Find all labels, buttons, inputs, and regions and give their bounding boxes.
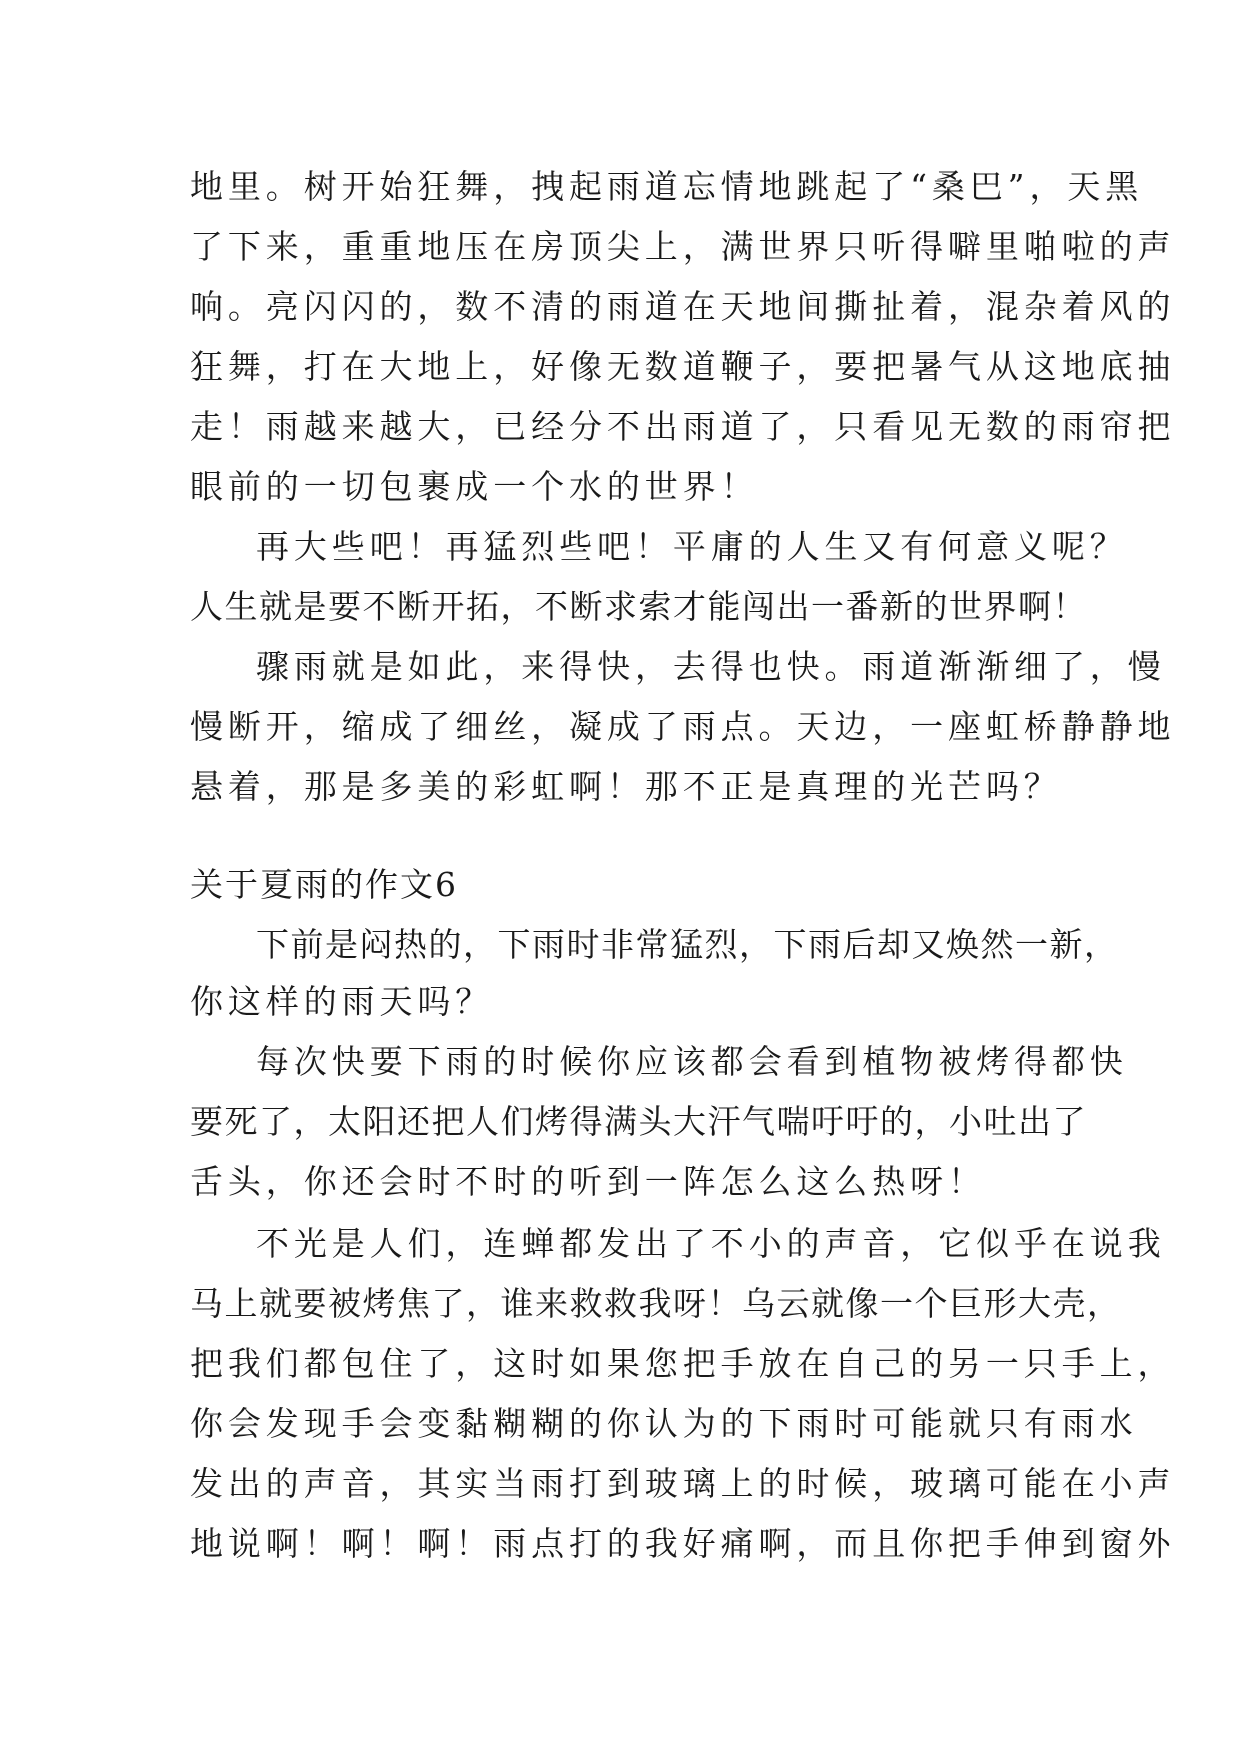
paragraph-1-line-1: 地里。树开始狂舞，拽起雨道忘情地跳起了“桑巴”，天黑 [190,167,1144,206]
paragraph-6-line-4: 你会发现手会变黏糊糊的你认为的下雨时可能就只有雨水 [190,1404,1138,1443]
section-heading: 关于夏雨的作文6 [190,865,458,904]
paragraph-6-line-2: 马上就要被烤焦了，谁来救救我呀！乌云就像一个巨形大壳， [190,1284,1122,1323]
paragraph-6-line-1: 不光是人们，连蝉都发出了不小的声音，它似乎在说我 [256,1224,1166,1263]
paragraph-1-line-6: 眼前的一切包裹成一个水的世界！ [190,467,759,506]
paragraph-3-line-2: 慢断开，缩成了细丝，凝成了雨点。天边，一座虹桥静静地 [190,707,1176,746]
paragraph-5-line-2: 要死了，太阳还把人们烤得满头大汗气喘吁吁的，小吐出了 [190,1102,1087,1141]
paragraph-5-line-3: 舌头，你还会时不时的听到一阵怎么这么热呀！ [190,1162,986,1201]
paragraph-6-line-6: 地说啊！啊！啊！雨点打的我好痛啊，而且你把手伸到窗外 [190,1524,1176,1563]
paragraph-1-line-5: 走！雨越来越大，已经分不出雨道了，只看见无数的雨帘把 [190,407,1176,446]
paragraph-2-line-2: 人生就是要不断开拓，不断求索才能闯出一番新的世界啊！ [190,587,1087,626]
paragraph-6-line-5: 发出的声音，其实当雨打到玻璃上的时候，玻璃可能在小声 [190,1464,1176,1503]
paragraph-3-line-1: 骤雨就是如此，来得快，去得也快。雨道渐渐细了，慢 [256,647,1166,686]
paragraph-3-line-3: 悬着，那是多美的彩虹啊！那不正是真理的光芒吗？ [190,767,1062,806]
paragraph-5-line-1: 每次快要下雨的时候你应该都会看到植物被烤得都快 [256,1042,1128,1081]
paragraph-4-line-2: 你这样的雨天吗？ [190,982,494,1021]
paragraph-4-line-1: 下前是闷热的，下雨时非常猛烈，下雨后却又焕然一新， [256,925,1119,964]
paragraph-1-line-3: 响。亮闪闪的，数不清的雨道在天地间撕扯着，混杂着风的 [190,287,1176,326]
paragraph-1-line-4: 狂舞，打在大地上，好像无数道鞭子，要把暑气从这地底抽 [190,347,1176,386]
paragraph-6-line-3: 把我们都包住了，这时如果您把手放在自己的另一只手上， [190,1344,1176,1383]
paragraph-1-line-2: 了下来，重重地压在房顶尖上，满世界只听得噼里啪啦的声 [190,227,1176,266]
paragraph-2-line-1: 再大些吧！再猛烈些吧！平庸的人生又有何意义呢？ [256,527,1128,566]
